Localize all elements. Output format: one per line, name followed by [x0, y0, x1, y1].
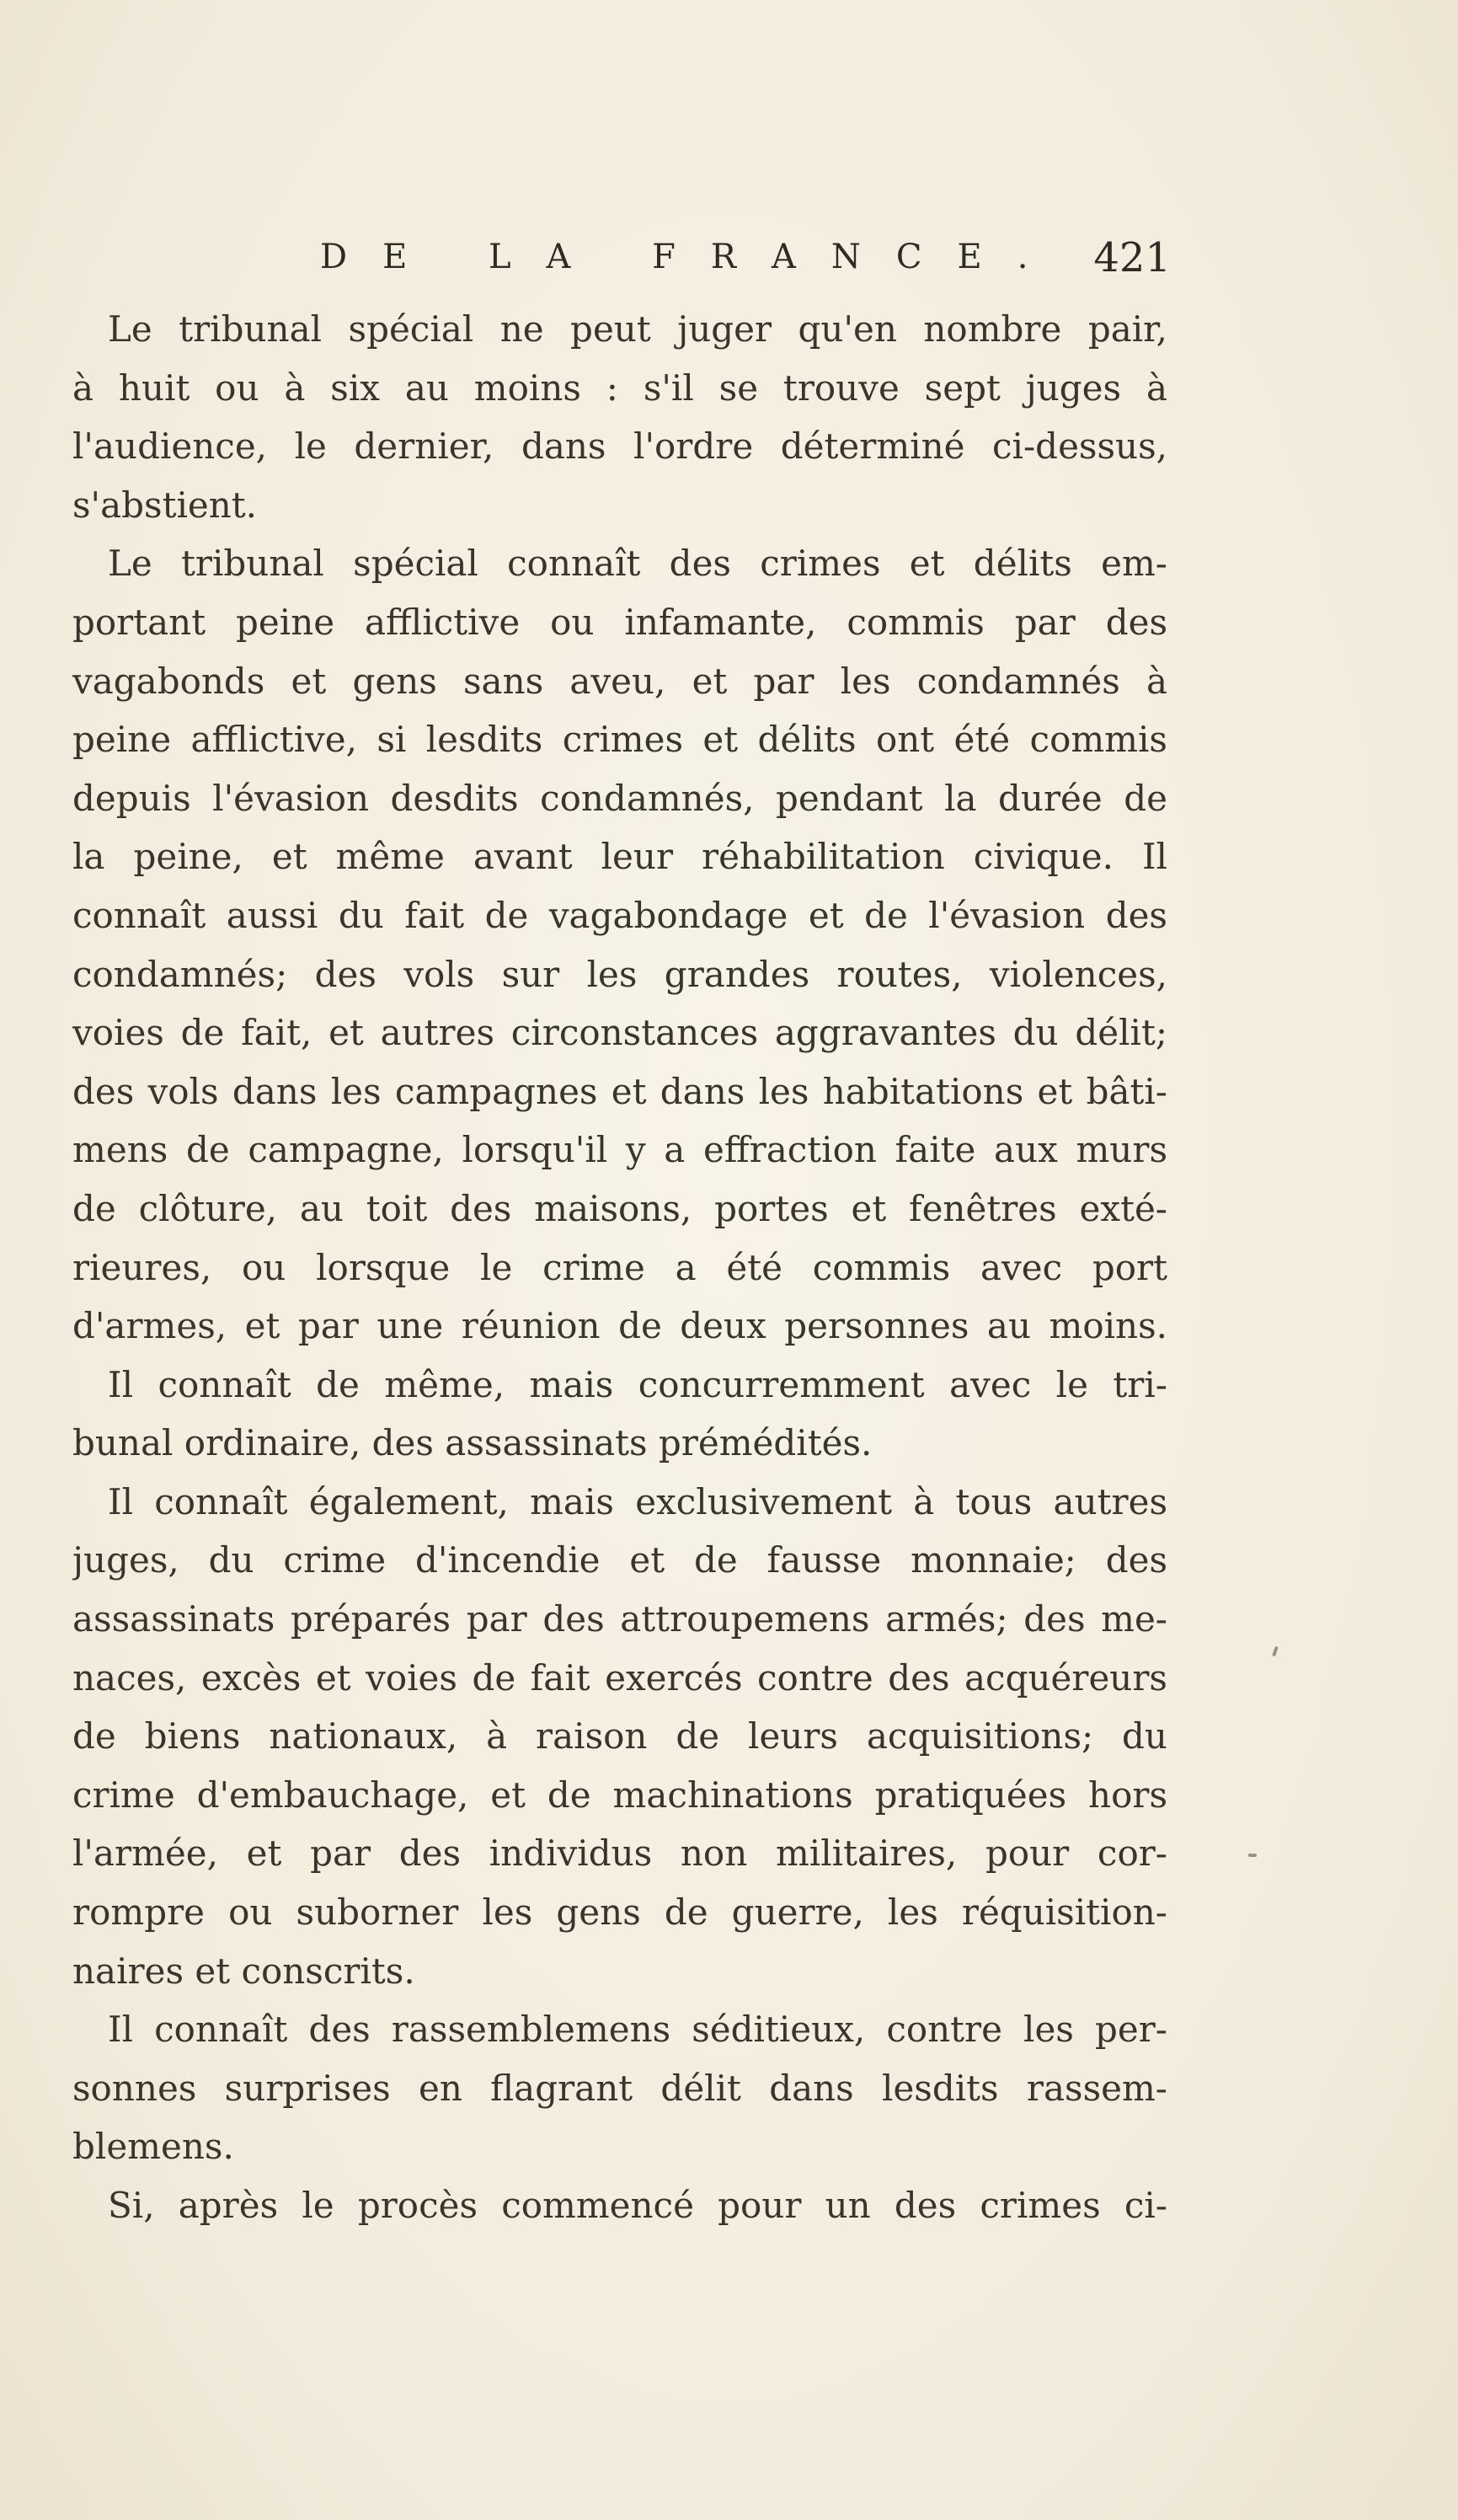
text-line: rieures, ou lorsque le crime a été commis avec port	[72, 1246, 1167, 1288]
text-line: naires et conscrits.	[72, 1950, 415, 1992]
text-line: des vols dans les campagnes et dans les habitations et bâti-	[72, 1070, 1167, 1112]
text-line: voies de fait, et autres circonstances aggravantes du délit;	[72, 1012, 1167, 1054]
text-line: Il connaît de même, mais concurremment avec le tri-	[108, 1363, 1167, 1405]
page-header	[320, 234, 1171, 288]
text-line: peine afflictive, si lesdits crimes et délits ont été commis	[72, 719, 1167, 761]
text-line: assassinats préparés par des attroupemens armés; des me-	[72, 1598, 1167, 1640]
paper-speck	[1272, 1646, 1279, 1657]
text-line: portant peine afflictive ou infamante, commis par des	[72, 601, 1167, 643]
text-line: l'armée, et par des individus non militaires, pour cor-	[72, 1832, 1167, 1875]
page-number: 421	[1093, 234, 1171, 281]
text-line: condamnés; des vols sur les grandes routes, violences,	[72, 953, 1167, 995]
text-line: depuis l'évasion desdits condamnés, pendant la durée de	[72, 777, 1167, 819]
text-line: s'abstient.	[72, 484, 258, 526]
text-line: sonnes surprises en flagrant délit dans lesdits rassem-	[72, 2067, 1167, 2109]
text-line: blemens.	[72, 2126, 234, 2168]
text-line: bunal ordinaire, des assassinats prémédités.	[72, 1422, 873, 1464]
text-line: Il connaît également, mais exclusivement à tous autres	[108, 1480, 1167, 1522]
text-line: Il connaît des rassemblemens séditieux, contre les per-	[108, 2009, 1167, 2051]
text-line: de clôture, au toit des maisons, portes et fenêtres exté-	[72, 1187, 1167, 1229]
text-line: rompre ou suborner les gens de guerre, les réquisition-	[72, 1891, 1167, 1934]
text-line: Le tribunal spécial ne peut juger qu'en nombre pair,	[108, 308, 1167, 350]
paper-speck	[1248, 1854, 1257, 1857]
text-line: juges, du crime d'incendie et de fausse monnaie; des	[72, 1539, 1167, 1581]
text-line: crime d'embauchage, et de machinations pratiquées hors	[72, 1774, 1167, 1816]
text-line: Si, après le procès commencé pour un des crimes ci-	[108, 2185, 1167, 2226]
running-title: DE LA FRANCE.	[320, 238, 1064, 276]
text-line: à huit ou à six au moins : s'il se trouve sept juges à	[72, 366, 1167, 409]
text-line: d'armes, et par une réunion de deux personnes au moins.	[72, 1305, 1167, 1347]
text-line: de biens nationaux, à raison de leurs acquisitions; du	[72, 1715, 1167, 1758]
text-line: mens de campagne, lorsqu'il y a effraction faite aux murs	[72, 1129, 1167, 1171]
text-line: l'audience, le dernier, dans l'ordre déterminé ci-dessus,	[72, 425, 1167, 468]
text-line: naces, excès et voies de fait exercés contre des acquéreurs	[72, 1656, 1167, 1699]
body-text	[72, 300, 1167, 2235]
text-line: connaît aussi du fait de vagabondage et de l'évasion des	[72, 894, 1167, 936]
text-line: Le tribunal spécial connaît des crimes et délits em-	[108, 543, 1167, 585]
text-line: la peine, et même avant leur réhabilitation civique. Il	[72, 836, 1167, 878]
text-line: vagabonds et gens sans aveu, et par les condamnés à	[72, 660, 1167, 702]
